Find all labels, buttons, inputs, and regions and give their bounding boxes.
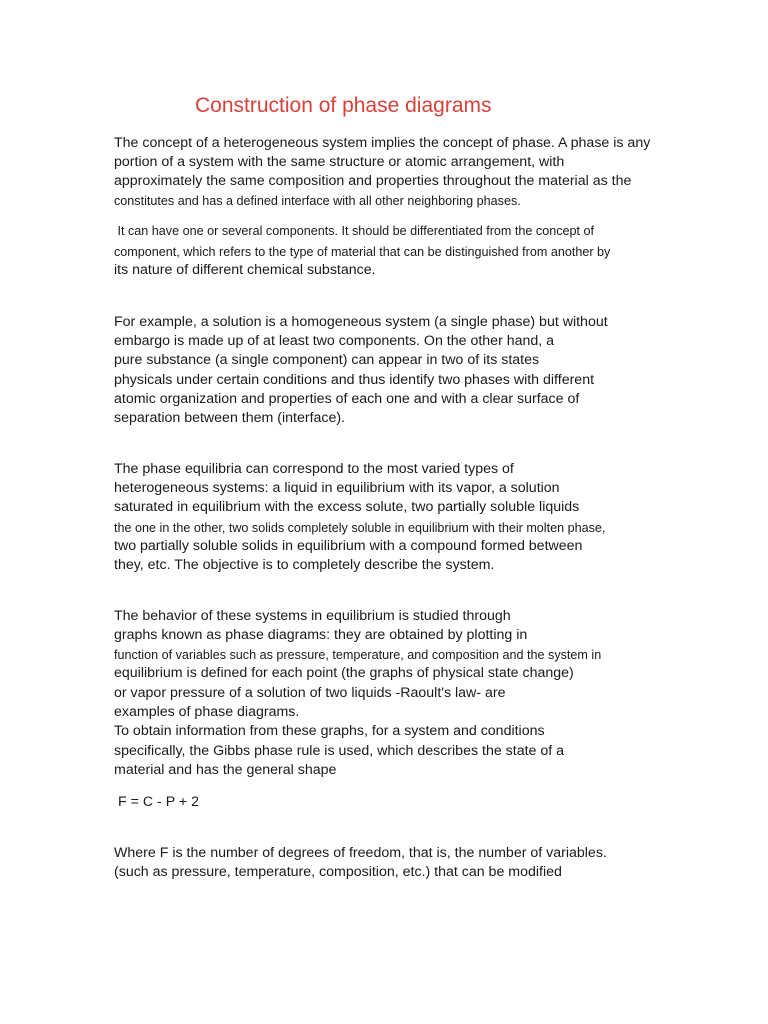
text-line: approximately the same composition and properties throughout the material as the [114,173,632,189]
text-line: physicals under certain conditions and thus identify two phases with different [114,372,595,388]
text-line: they, etc. The objective is to completely describe the system. [114,557,495,573]
text-line: function of variables such as pressure, temperature, and composition and the system in [114,648,602,662]
text-line: embargo is made up of at least two components. On the other hand, a [114,333,555,349]
text-line: To obtain information from these graphs, for a system and conditions [114,723,545,739]
text-line: its nature of different chemical substance. [114,262,376,278]
equation: F = C - P + 2 [118,794,199,810]
text-line: constitutes and has a defined interface with all other neighboring phases. [114,194,521,208]
text-line: The behavior of these systems in equilibrium is studied through [114,608,511,624]
text-line: specifically, the Gibbs phase rule is used, which describes the state of a [114,743,565,759]
text-line: separation between them (interface). [114,410,346,426]
text-line: material and has the general shape [114,762,337,778]
text-line: portion of a system with the same structure or atomic arrangement, with [114,154,565,170]
text-line: equilibrium is defined for each point (the graphs of physical state change) [114,665,574,681]
text-line: the one in the other, two solids completely soluble in equilibrium with their molten phase, [114,521,606,535]
text-line: Where F is the number of degrees of freedom, that is, the number of variables. [114,845,607,861]
text-line: atomic organization and properties of each one and with a clear surface of [114,391,580,407]
text-line: saturated in equilibrium with the excess solute, two partially soluble liquids [114,499,580,515]
text-line: component, which refers to the type of material that can be distinguished from another by [114,245,611,259]
text-line: The concept of a heterogeneous system implies the concept of phase. A phase is any [114,135,651,151]
text-line: pure substance (a single component) can appear in two of its states [114,352,540,368]
text-line: The phase equilibria can correspond to the most varied types of [114,461,514,477]
text-line: graphs known as phase diagrams: they are obtained by plotting in [114,627,528,643]
text-line: or vapor pressure of a solution of two liquids -Raoult's law- are [114,685,506,701]
text-line: two partially soluble solids in equilibrium with a compound formed between [114,538,583,554]
text-line: heterogeneous systems: a liquid in equilibrium with its vapor, a solution [114,480,560,496]
text-line: It can have one or several components. It should be differentiated from the concept of [114,224,595,238]
document-title: Construction of phase diagrams [195,94,492,117]
text-line: examples of phase diagrams. [114,704,300,720]
text-line: (such as pressure, temperature, composition, etc.) that can be modified [114,864,562,880]
text-line: For example, a solution is a homogeneous system (a single phase) but without [114,314,608,330]
